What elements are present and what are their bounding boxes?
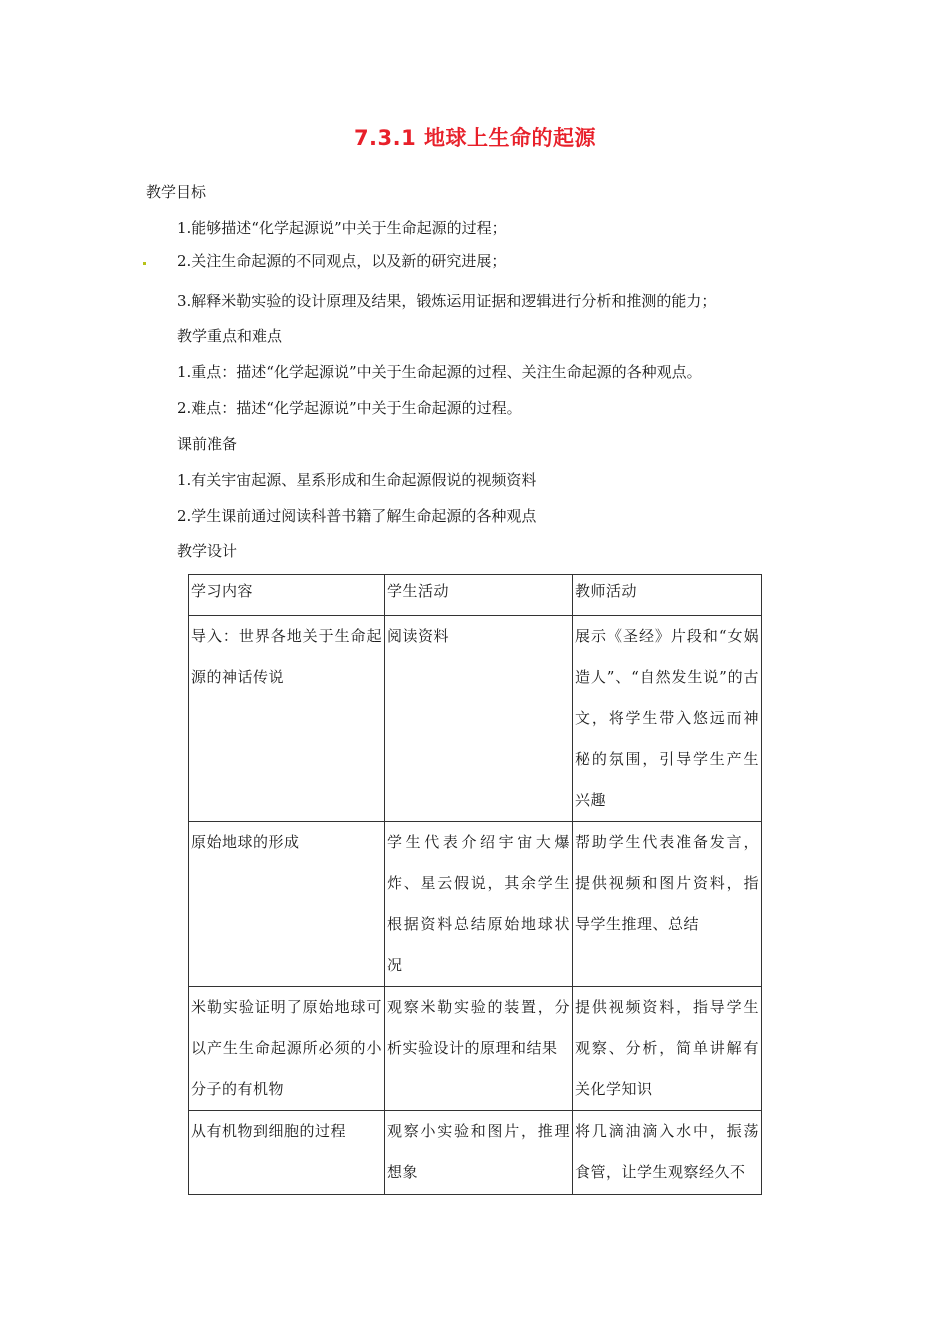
table-row xyxy=(189,616,762,822)
prep-item-1: 1.有关宇宙起源、星系形成和生命起源假说的视频资料 xyxy=(177,471,537,489)
table-header-cell: 学生活动 xyxy=(385,575,573,616)
objective-2: 2.关注生命起源的不同观点，以及新的研究进展； xyxy=(177,252,507,270)
table-cell: 米勒实验证明了原始地球可以产生生命起源所必须的小分子的有机物 xyxy=(189,987,385,1111)
table-row xyxy=(189,1111,762,1195)
table-header-cell: 教师活动 xyxy=(573,575,762,616)
prep-item-2: 2.学生课前通过阅读科普书籍了解生命起源的各种观点 xyxy=(177,507,537,525)
table-cell: 原始地球的形成 xyxy=(189,822,385,987)
page-title: 7.3.1 地球上生命的起源 xyxy=(353,126,597,150)
table-cell: 展示《圣经》片段和“女娲造人”、“自然发生说”的古文，将学生带入悠远而神秘的氛围，引导学生产生兴趣 xyxy=(573,616,762,822)
table-row xyxy=(189,822,762,987)
objectives-heading: 教学目标 xyxy=(146,183,207,201)
table-header-row xyxy=(189,575,762,616)
teaching-design-table xyxy=(188,574,762,1195)
table-cell: 阅读资料 xyxy=(385,616,573,822)
table-cell: 将几滴油滴入水中，振荡食管，让学生观察经久不 xyxy=(573,1111,762,1195)
table-cell: 提供视频资料，指导学生观察、分析，简单讲解有关化学知识 xyxy=(573,987,762,1111)
table-header-cell: 学习内容 xyxy=(189,575,385,616)
table-cell: 观察小实验和图片，推理想象 xyxy=(385,1111,573,1195)
table-cell: 观察米勒实验的装置，分析实验设计的原理和结果 xyxy=(385,987,573,1111)
table-cell: 从有机物到细胞的过程 xyxy=(189,1111,385,1195)
objective-3: 3.解释米勒实验的设计原理及结果，锻炼运用证据和逻辑进行分析和推测的能力； xyxy=(177,292,717,310)
table-row xyxy=(189,987,762,1111)
objective-1: 1.能够描述“化学起源说”中关于生命起源的过程； xyxy=(177,219,507,237)
prep-heading: 课前准备 xyxy=(177,435,238,453)
key-point-2: 2.难点：描述“化学起源说”中关于生命起源的过程。 xyxy=(177,399,522,417)
stray-mark xyxy=(143,262,146,265)
key-points-heading: 教学重点和难点 xyxy=(177,327,283,345)
table-cell: 学生代表介绍宇宙大爆炸、星云假说，其余学生根据资料总结原始地球状况 xyxy=(385,822,573,987)
key-point-1: 1.重点：描述“化学起源说”中关于生命起源的过程、关注生命起源的各种观点。 xyxy=(177,363,702,381)
table-cell: 帮助学生代表准备发言，提供视频和图片资料，指导学生推理、总结 xyxy=(573,822,762,987)
design-heading: 教学设计 xyxy=(177,542,238,560)
table-cell: 导入：世界各地关于生命起源的神话传说 xyxy=(189,616,385,822)
